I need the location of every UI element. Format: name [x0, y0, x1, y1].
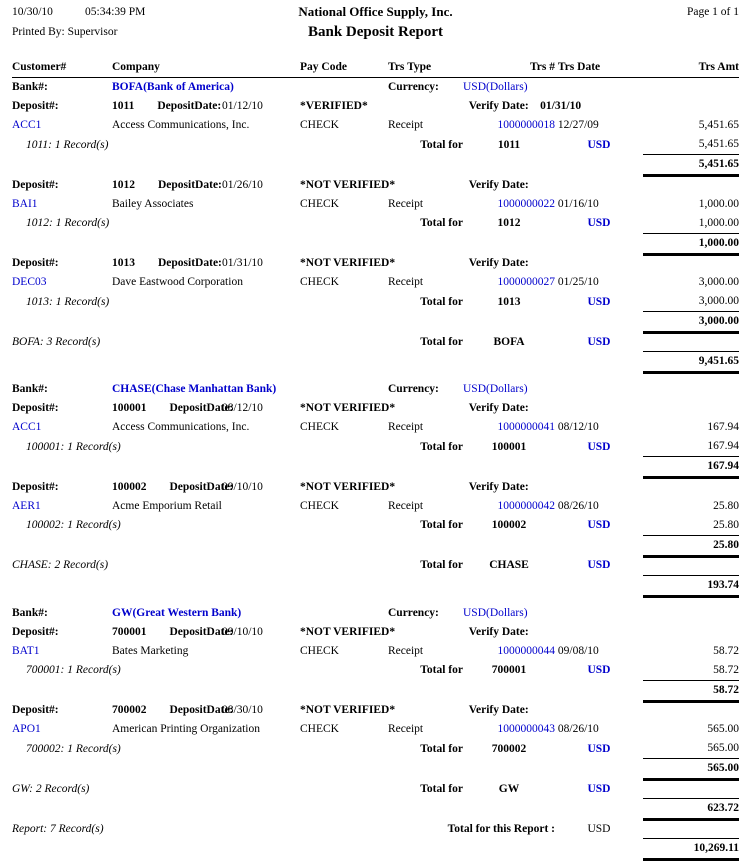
- trs-type: Receipt: [388, 644, 424, 657]
- bank-total-amount: 9,451.65: [643, 352, 739, 373]
- transaction-row: [12, 418, 739, 437]
- bank-header-row: [12, 78, 739, 98]
- deposit-number: 1012 DepositDate:: [112, 178, 222, 191]
- spacer: [643, 254, 739, 273]
- report-time: 05:34:39 PM: [85, 6, 146, 18]
- deposit-date: 09/10/10: [222, 480, 263, 493]
- trs-date: 12/27/09: [555, 119, 599, 131]
- verify-date-label: Verify Date: 01/31/10: [463, 100, 582, 112]
- report-table: [12, 58, 739, 861]
- bank-label: Bank#:: [12, 81, 48, 93]
- spacer: [12, 575, 643, 596]
- deposit-total-currency: USD: [587, 519, 611, 531]
- deposit-number: 100001 DepositDate:: [112, 402, 234, 414]
- deposit-total-label: 100001: [491, 440, 527, 453]
- deposit-total-bold: 167.94: [643, 457, 739, 478]
- trs-number: 1000000042: [497, 499, 555, 512]
- spacer: [12, 759, 643, 780]
- verify-status: *NOT VERIFIED*: [300, 257, 396, 269]
- bank-label: Bank#:: [12, 606, 48, 619]
- total-for-label: Total for: [420, 742, 463, 755]
- deposit-number: 700002 DepositDate:: [112, 704, 234, 716]
- col-customer: Customer#: [12, 58, 112, 78]
- deposit-label: Deposit#:: [12, 402, 59, 414]
- pay-code: CHECK: [300, 499, 339, 512]
- spacer: [12, 535, 643, 556]
- deposit-header-row: [12, 97, 739, 116]
- customer-code: BAT1: [12, 644, 40, 657]
- deposit-date: 09/10/10: [222, 625, 263, 638]
- deposit-record-count: 1013: 1 Record(s): [26, 295, 110, 308]
- verify-status: *NOT VERIFIED*: [300, 402, 396, 414]
- spacer: [643, 176, 739, 195]
- deposit-total-label: 700001: [491, 664, 527, 676]
- spacer: [388, 254, 463, 273]
- trs-number: 1000000018: [497, 119, 555, 131]
- pay-code: CHECK: [300, 644, 339, 657]
- deposit-total-label: 1012: [497, 217, 521, 229]
- customer-code: AER1: [12, 499, 41, 512]
- spacer: [388, 176, 463, 195]
- col-trstype: Trs Type: [388, 58, 463, 78]
- deposit-total-currency: USD: [587, 440, 611, 453]
- total-for-label: Total for: [420, 519, 463, 531]
- trs-number: 1000000022: [497, 197, 555, 210]
- deposit-total-amount: 565.00: [643, 739, 739, 759]
- printed-by: Printed By: Supervisor: [12, 26, 118, 38]
- deposit-number: 1011 DepositDate:: [112, 100, 222, 112]
- deposit-total-amount-row: [12, 457, 739, 478]
- spacer: [388, 701, 463, 720]
- deposit-total-label: 100002: [491, 519, 527, 531]
- deposit-total-amount-row: [12, 535, 739, 556]
- customer-company: Bailey Associates: [112, 197, 194, 210]
- bank-total-currency: USD: [587, 559, 611, 571]
- spacer: [643, 97, 739, 116]
- company-name: National Office Supply, Inc.: [298, 4, 453, 19]
- deposit-total-amount: 3,000.00: [643, 292, 739, 312]
- spacer: [12, 799, 643, 820]
- bank-total-row: [12, 780, 739, 799]
- customer-company: Bates Marketing: [112, 644, 189, 657]
- bank-total-label: CHASE: [489, 559, 529, 571]
- deposit-date: 01/26/10: [222, 178, 263, 191]
- spacer: [300, 135, 388, 155]
- deposit-total-row: [12, 292, 739, 312]
- deposit-record-count: 700002: 1 Record(s): [26, 742, 121, 755]
- bank-total-amount: 193.74: [643, 575, 739, 596]
- deposit-header-row: [12, 623, 739, 642]
- total-for-label: Total for: [420, 217, 463, 229]
- deposit-total-row: [12, 437, 739, 457]
- deposit-total-row: [12, 214, 739, 234]
- deposit-total-bold: 565.00: [643, 759, 739, 780]
- total-for-label: Total for: [420, 138, 463, 151]
- deposit-date: 01/12/10: [222, 100, 263, 112]
- trs-date: 01/16/10: [555, 197, 599, 210]
- deposit-header-row: [12, 254, 739, 273]
- spacer: [643, 333, 739, 352]
- currency-value: USD(Dollars): [463, 81, 528, 93]
- spacer: [12, 233, 643, 254]
- trs-type: Receipt: [388, 197, 424, 210]
- customer-code: ACC1: [12, 421, 42, 433]
- deposit-total-label: 1011: [497, 138, 521, 151]
- deposit-total-row: [12, 135, 739, 155]
- customer-company: Dave Eastwood Corporation: [112, 276, 243, 288]
- deposit-record-count: 100001: 1 Record(s): [26, 440, 121, 453]
- deposit-total-amount-row: [12, 233, 739, 254]
- customer-code: BAI1: [12, 197, 38, 210]
- customer-company: Access Communications, Inc.: [112, 119, 250, 131]
- trs-number: 1000000041: [497, 421, 555, 433]
- report-date: 10/30/10: [12, 6, 53, 18]
- verify-date-label: Verify Date:: [463, 257, 541, 269]
- currency-label: Currency:: [388, 606, 439, 619]
- spacer: [388, 97, 463, 116]
- spacer: [12, 680, 643, 701]
- deposit-total-amount: 5,451.65: [643, 135, 739, 155]
- bank-total-row: [12, 333, 739, 352]
- bank-total-amount-row: [12, 799, 739, 820]
- bank-code: CHASE(Chase Manhattan Bank): [112, 383, 277, 395]
- deposit-total-amount: 58.72: [643, 661, 739, 681]
- transaction-row: [12, 642, 739, 661]
- trs-date: 09/08/10: [555, 644, 599, 657]
- deposit-header-row: [12, 399, 739, 418]
- deposit-total-amount-row: [12, 312, 739, 333]
- col-trsnum: Trs #: [463, 58, 555, 78]
- spacer: [300, 516, 388, 536]
- spacer: [643, 820, 739, 839]
- deposit-total-currency: USD: [587, 664, 611, 676]
- spacer: [300, 661, 388, 681]
- report-title: Bank Deposit Report: [307, 24, 443, 40]
- bank-total-amount-row: [12, 352, 739, 373]
- deposit-header-row: [12, 701, 739, 720]
- verify-date-label: Verify Date:: [463, 704, 541, 716]
- grand-total-amount: 10,269.11: [643, 839, 739, 860]
- bank-total-amount-row: [12, 575, 739, 596]
- deposit-record-count: 700001: 1 Record(s): [26, 664, 121, 676]
- transaction-row: [12, 497, 739, 516]
- col-trsamt: Trs Amt: [643, 58, 739, 78]
- report-footer-row: [12, 820, 739, 839]
- deposit-total-amount-row: [12, 155, 739, 176]
- deposit-total-currency: USD: [587, 742, 611, 755]
- spacer: [12, 352, 643, 373]
- bank-label: Bank#:: [12, 383, 48, 395]
- bank-total-amount: 623.72: [643, 799, 739, 820]
- deposit-total-row: [12, 516, 739, 536]
- column-header-row: [12, 58, 739, 78]
- deposit-total-bold: 3,000.00: [643, 312, 739, 333]
- deposit-total-bold: 1,000.00: [643, 233, 739, 254]
- spacer: [388, 478, 463, 497]
- bank-header-row: [12, 596, 739, 623]
- deposit-label: Deposit#:: [12, 100, 59, 112]
- trs-date: 01/25/10: [555, 276, 599, 288]
- verify-status: *NOT VERIFIED*: [300, 625, 396, 638]
- deposit-total-amount-row: [12, 759, 739, 780]
- deposit-total-amount: 1,000.00: [643, 214, 739, 234]
- deposit-total-row: [12, 739, 739, 759]
- deposit-date: 01/31/10: [222, 257, 263, 269]
- spacer: [643, 478, 739, 497]
- verify-status: *NOT VERIFIED*: [300, 480, 396, 493]
- deposit-total-row: [12, 661, 739, 681]
- spacer: [643, 780, 739, 799]
- trs-type: Receipt: [388, 723, 424, 735]
- spacer: [300, 214, 388, 234]
- spacer: [300, 437, 388, 457]
- deposit-number: 700001 DepositDate:: [112, 625, 234, 638]
- spacer: [12, 839, 643, 860]
- bank-record-count: BOFA: 3 Record(s): [12, 335, 101, 348]
- trs-type: Receipt: [388, 421, 424, 433]
- spacer: [300, 292, 388, 312]
- verify-date-label: Verify Date:: [463, 402, 541, 414]
- pay-code: CHECK: [300, 276, 339, 288]
- deposit-total-currency: USD: [587, 138, 611, 151]
- deposit-label: Deposit#:: [12, 178, 59, 191]
- currency-value: USD(Dollars): [463, 606, 528, 619]
- bank-record-count: GW: 2 Record(s): [12, 782, 90, 795]
- trs-type: Receipt: [388, 276, 424, 288]
- spacer: [388, 399, 463, 418]
- bank-code: BOFA(Bank of America): [112, 81, 234, 93]
- verify-status: *NOT VERIFIED*: [300, 704, 396, 716]
- transaction-row: [12, 720, 739, 739]
- verify-status: *NOT VERIFIED*: [300, 178, 396, 191]
- trs-amount: 1,000.00: [698, 197, 739, 210]
- total-for-label: Total for: [420, 335, 463, 348]
- bank-total-row: [12, 556, 739, 575]
- deposit-total-currency: USD: [587, 217, 611, 229]
- col-trsdate: Trs Date: [555, 58, 643, 78]
- trs-amount: 5,451.65: [698, 119, 739, 131]
- currency-label: Currency:: [388, 81, 439, 93]
- spacer: [12, 155, 643, 176]
- spacer: [12, 312, 643, 333]
- customer-company: Acme Emporium Retail: [112, 499, 222, 512]
- deposit-record-count: 100002: 1 Record(s): [26, 519, 121, 531]
- deposit-total-bold: 58.72: [643, 680, 739, 701]
- currency-label: Currency:: [388, 383, 439, 395]
- spacer: [300, 739, 388, 759]
- spacer: [300, 78, 388, 98]
- customer-code: APO1: [12, 723, 41, 735]
- col-company: Company: [112, 58, 222, 78]
- deposit-label: Deposit#:: [12, 704, 59, 716]
- spacer: [12, 457, 643, 478]
- transaction-row: [12, 116, 739, 135]
- spacer: [388, 623, 463, 642]
- trs-type: Receipt: [388, 499, 424, 512]
- pay-code: CHECK: [300, 197, 339, 210]
- customer-company: Access Communications, Inc.: [112, 421, 250, 433]
- grand-total-label: Total for this Report :: [447, 822, 555, 835]
- bank-total-label: GW: [498, 782, 520, 795]
- report-record-count: Report: 7 Record(s): [12, 822, 104, 835]
- verify-date-label: Verify Date:: [463, 178, 541, 191]
- total-for-label: Total for: [420, 782, 463, 795]
- bank-total-label: BOFA: [493, 335, 525, 348]
- verify-status: *VERIFIED*: [300, 100, 368, 112]
- bank-header-row: [12, 373, 739, 400]
- trs-amount: 565.00: [707, 723, 739, 735]
- trs-number: 1000000044: [497, 644, 555, 657]
- trs-amount: 3,000.00: [698, 276, 739, 288]
- customer-company: American Printing Organization: [112, 723, 260, 735]
- spacer: [643, 556, 739, 575]
- transaction-row: [12, 273, 739, 292]
- verify-date-label: Verify Date:: [463, 480, 541, 493]
- deposit-total-amount-row: [12, 680, 739, 701]
- deposit-total-bold: 25.80: [643, 535, 739, 556]
- deposit-label: Deposit#:: [12, 480, 59, 493]
- spacer: [643, 701, 739, 720]
- bank-total-currency: USD: [587, 335, 611, 348]
- trs-amount: 25.80: [713, 499, 739, 512]
- total-for-label: Total for: [420, 440, 463, 453]
- pay-code: CHECK: [300, 723, 339, 735]
- customer-code: DEC03: [12, 276, 47, 288]
- spacer: [300, 596, 388, 623]
- currency-value: USD(Dollars): [463, 383, 528, 395]
- spacer: [300, 373, 388, 400]
- spacer: [643, 399, 739, 418]
- grand-total-currency: USD: [587, 822, 611, 835]
- report-header: [0, 0, 751, 58]
- bank-code: GW(Great Western Bank): [112, 606, 242, 619]
- verify-date-label: Verify Date:: [463, 625, 541, 638]
- total-for-label: Total for: [420, 295, 463, 308]
- spacer: [643, 623, 739, 642]
- deposit-number: 100002 DepositDate:: [112, 480, 234, 493]
- trs-number: 1000000027: [497, 276, 555, 288]
- customer-code: ACC1: [12, 119, 42, 131]
- deposit-total-amount: 25.80: [643, 516, 739, 536]
- deposit-total-amount: 167.94: [643, 437, 739, 457]
- deposit-number: 1013 DepositDate:: [112, 257, 222, 269]
- deposit-date: 08/30/10: [222, 704, 263, 716]
- deposit-total-currency: USD: [587, 295, 611, 308]
- deposit-label: Deposit#:: [12, 625, 59, 638]
- report-grand-total-row: [12, 839, 739, 860]
- deposit-record-count: 1012: 1 Record(s): [26, 217, 110, 229]
- deposit-header-row: [12, 176, 739, 195]
- deposit-total-label: 700002: [491, 742, 527, 755]
- trs-number: 1000000043: [497, 723, 555, 735]
- trs-date: 08/12/10: [555, 421, 599, 433]
- trs-date: 08/26/10: [555, 499, 599, 512]
- deposit-header-row: [12, 478, 739, 497]
- transaction-row: [12, 195, 739, 214]
- pay-code: CHECK: [300, 421, 339, 433]
- bank-total-currency: USD: [587, 782, 611, 795]
- deposit-total-bold: 5,451.65: [643, 155, 739, 176]
- bank-record-count: CHASE: 2 Record(s): [12, 559, 109, 571]
- col-paycode: Pay Code: [300, 58, 388, 78]
- deposit-record-count: 1011: 1 Record(s): [26, 138, 109, 151]
- total-for-label: Total for: [420, 559, 463, 571]
- col-blank-1: [222, 58, 300, 78]
- total-for-label: Total for: [420, 664, 463, 676]
- trs-type: Receipt: [388, 119, 424, 131]
- trs-amount: 167.94: [707, 421, 739, 433]
- deposit-label: Deposit#:: [12, 257, 59, 269]
- deposit-total-label: 1013: [497, 295, 521, 308]
- trs-amount: 58.72: [713, 644, 739, 657]
- pay-code: CHECK: [300, 119, 339, 131]
- page-number: Page 1 of 1: [686, 6, 739, 18]
- deposit-date: 08/12/10: [222, 402, 263, 414]
- trs-date: 08/26/10: [555, 723, 599, 735]
